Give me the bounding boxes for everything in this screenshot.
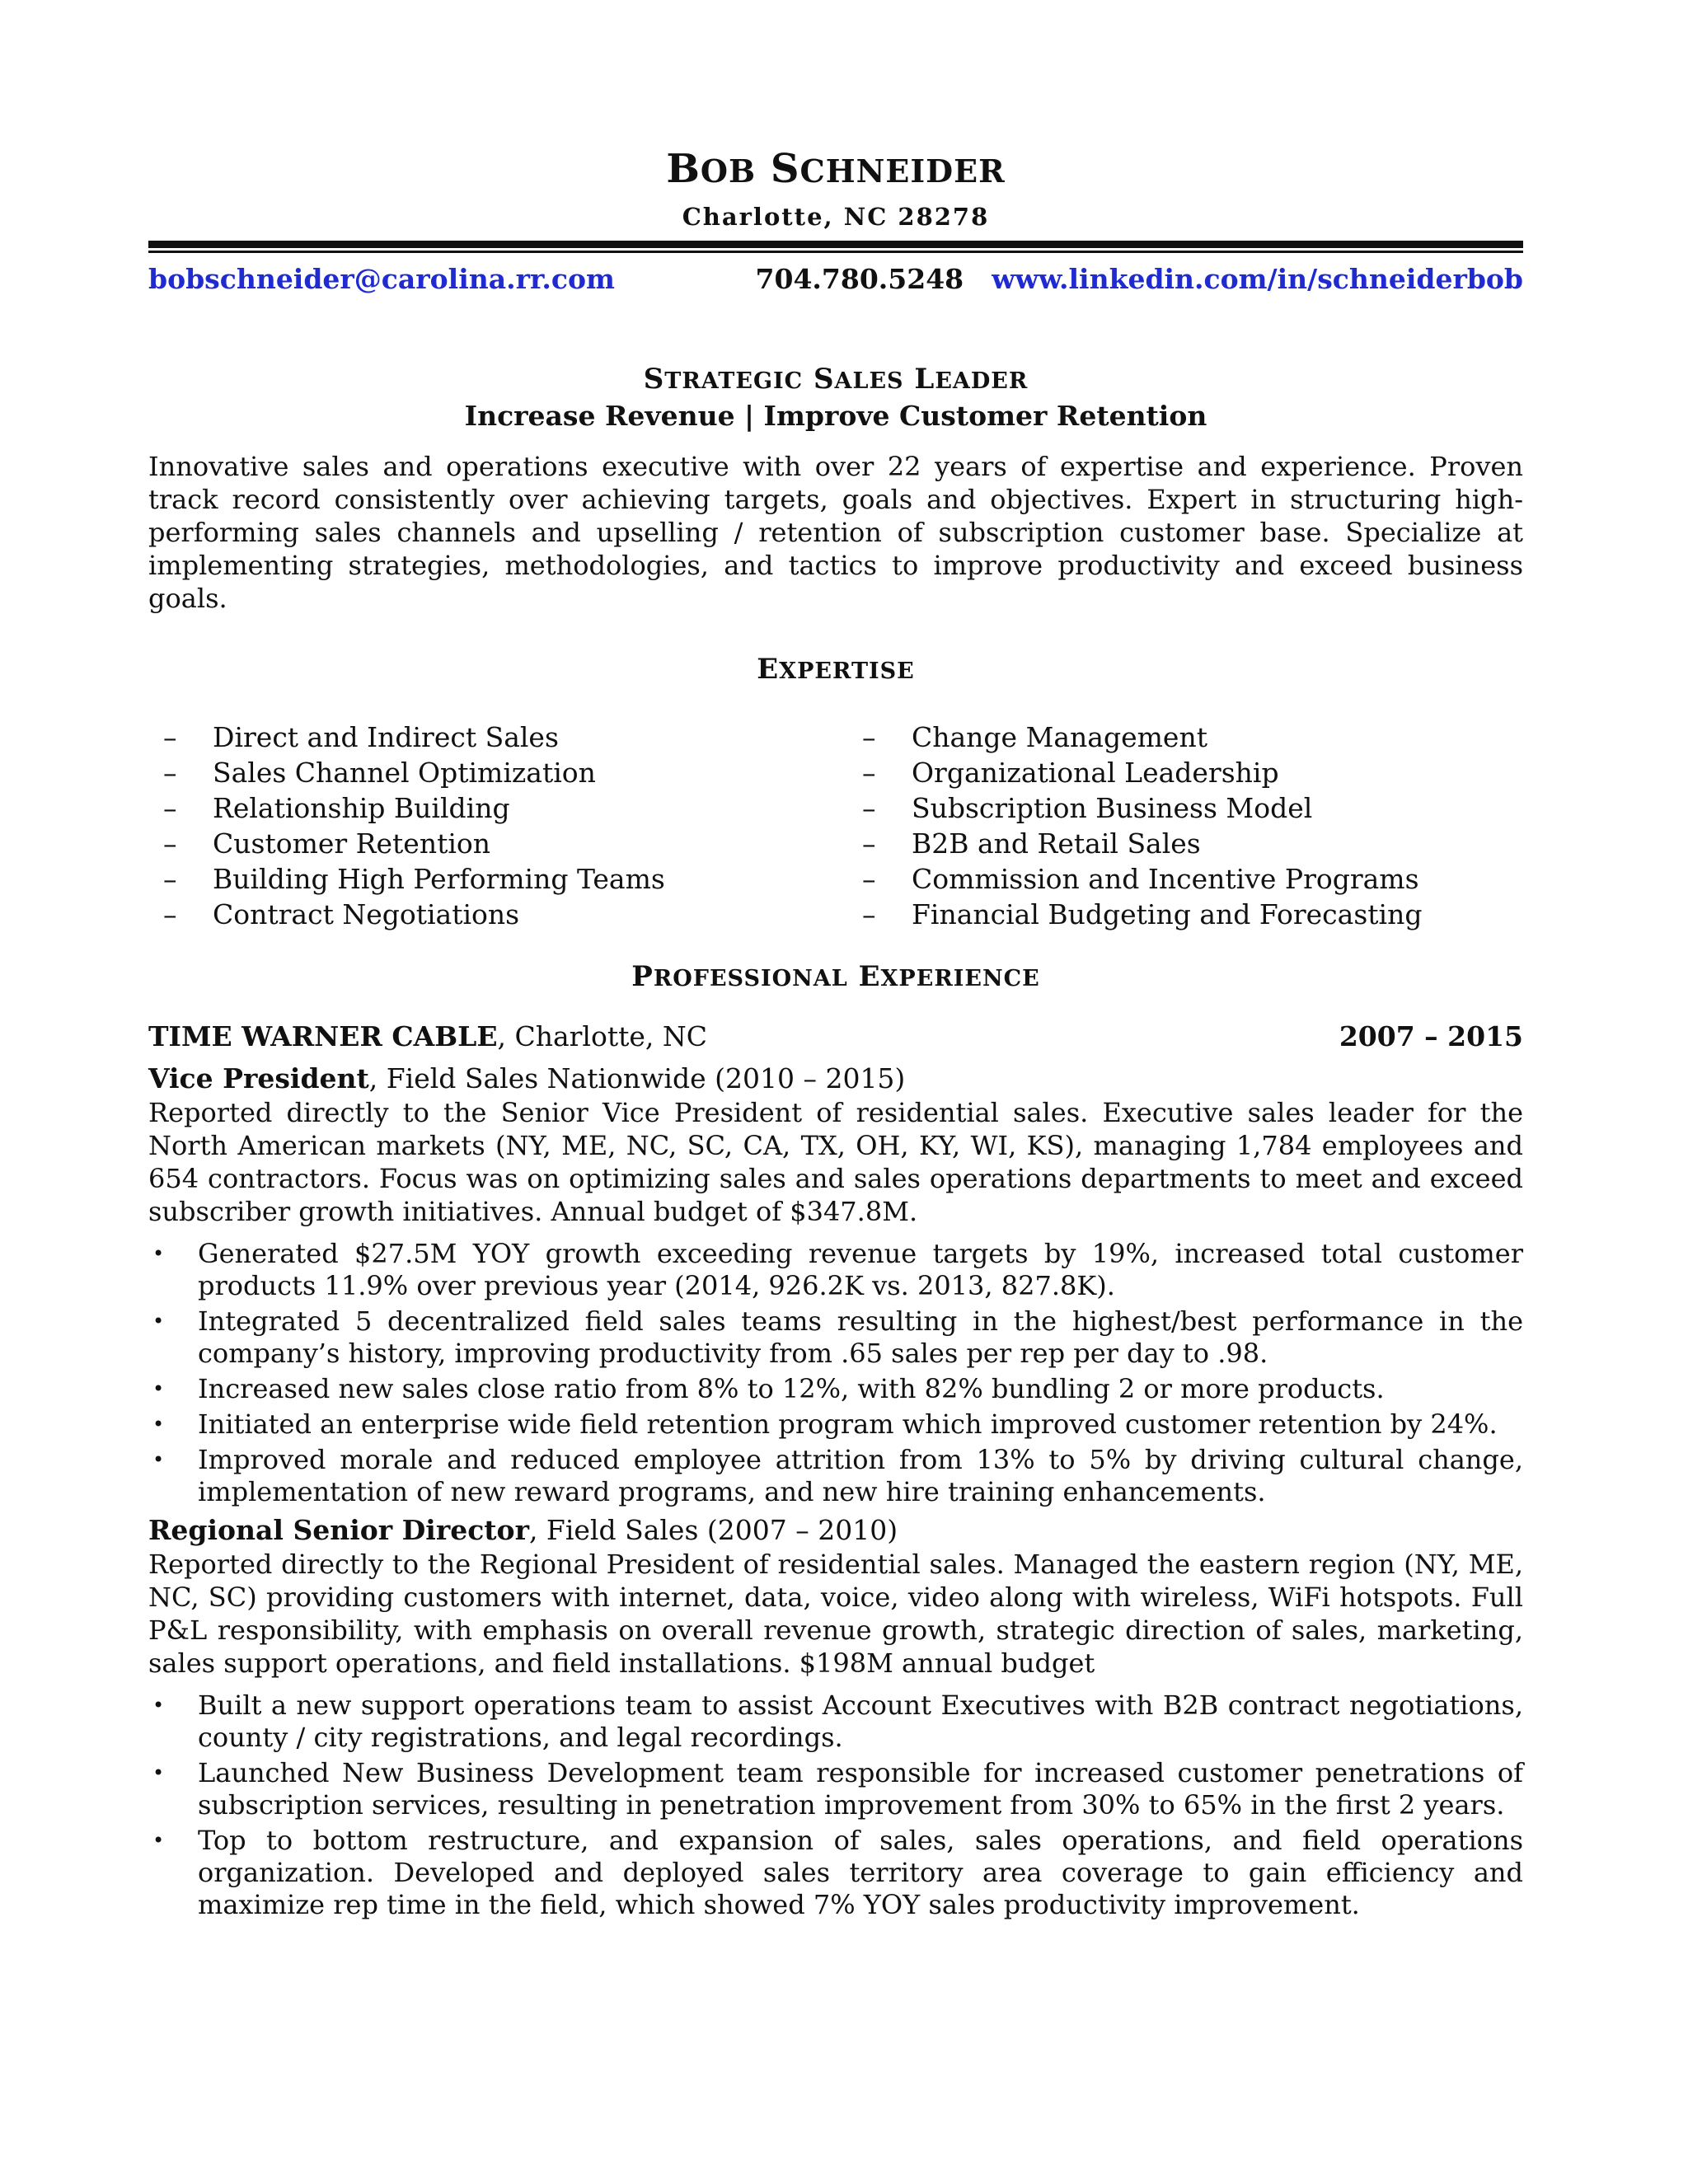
role-heading: [148, 1062, 1523, 1096]
expertise-column-right: [847, 719, 1507, 932]
company-name: TIME WARNER CABLE: [148, 1020, 498, 1052]
role-heading: [148, 1513, 1523, 1548]
bullet-icon: •: [152, 1694, 165, 1717]
expertise-item: – Contract Negotiations: [163, 898, 520, 930]
address: Charlotte, NC 28278: [682, 203, 990, 231]
expertise-item: – B2B and Retail Sales: [862, 827, 1201, 860]
role-title: Regional Senior Director: [148, 1514, 529, 1546]
expertise-item: – Direct and Indirect Sales: [163, 721, 559, 753]
dash-icon: –: [862, 863, 876, 895]
dash-icon: –: [163, 863, 177, 895]
expertise-item: – Building High Performing Teams: [163, 863, 665, 895]
header-divider-thick: [148, 241, 1523, 248]
dash-icon: –: [862, 827, 876, 860]
expertise-item: – Financial Budgeting and Forecasting: [862, 898, 1423, 930]
bullet-icon: •: [152, 1829, 165, 1852]
dash-icon: –: [163, 757, 177, 789]
achievement-item: • Increased new sales close ratio from 8% to 12%, with 82% bundling 2 or more products.: [152, 1373, 1385, 1404]
bullet-icon: •: [152, 1413, 165, 1436]
linkedin-link[interactable]: www.linkedin.com/in/schneiderbob: [992, 263, 1523, 295]
contact-line: [148, 261, 1523, 298]
company-location: , Charlotte, NC: [497, 1020, 708, 1052]
dash-icon: –: [862, 898, 876, 930]
dash-icon: –: [163, 792, 177, 824]
bullet-icon: •: [152, 1448, 165, 1471]
dash-icon: –: [862, 721, 876, 753]
professional-summary: Innovative sales and operations executive with over 22 years of expertise and experience. Proven track record consistently over achieving targets, goals and objectives. Expert in structuring high-performing sales channels and upselling / retention of subscription customer base. Specialize at implementing strategies, methodologies, and tactics to improve productivity and exceed business goals.: [148, 451, 1523, 614]
achievement-item: • Integrated 5 decentralized field sales teams resulting in the highest/best performance in the company’s history, improving productivity from .65 sales per rep per day to .98.: [152, 1305, 1523, 1369]
company-dates: 2007 – 2015: [1339, 1020, 1523, 1052]
expertise-item: – Change Management: [862, 721, 1207, 753]
resume-page: [148, 144, 1523, 1924]
phone-number: 704.780.5248: [755, 263, 964, 295]
role-title: Vice President: [148, 1062, 369, 1094]
email-link[interactable]: bobschneider@carolina.rr.com: [148, 263, 615, 295]
bullet-icon: •: [152, 1377, 165, 1400]
dash-icon: –: [163, 721, 177, 753]
bullet-icon: •: [152, 1242, 165, 1265]
bullet-icon: •: [152, 1761, 165, 1784]
bullet-icon: •: [152, 1310, 165, 1333]
expertise-list: [148, 719, 1523, 932]
expertise-heading: EXPERTISE: [757, 653, 915, 686]
achievement-list: [148, 1238, 1523, 1508]
expertise-item: – Commission and Incentive Programs: [862, 863, 1419, 895]
achievement-item: • Built a new support operations team to assist Account Executives with B2B contract negotiations, county / city registrations, and legal recordings.: [152, 1690, 1523, 1753]
achievement-item: • Generated $27.5M YOY growth exceeding revenue targets by 19%, increased total customer products 11.9% over previous year (2014, 926.2K vs. 2013, 827.8K).: [152, 1238, 1523, 1301]
role-summary: Reported directly to the Regional President of residential sales. Managed the eastern region (NY, ME, NC, SC) providing customers with internet, data, voice, video along with wireless, WiFi hotspots. Full P&L responsibility, with emphasis on overall revenue growth, strategic direction of sales, marketing, sales support operations, and field installations. $198M annual budget: [148, 1549, 1523, 1679]
company-info: [148, 1019, 707, 1055]
achievement-item: • Initiated an enterprise wide field retention program which improved customer retention by 24%.: [152, 1408, 1498, 1440]
achievement-item: • Top to bottom restructure, and expansion of sales, sales operations, and field operations organization. Developed and deployed sales territory area coverage to gain efficiency and maximize rep time in the field, which showed 7% YOY sales productivity improvement.: [152, 1825, 1523, 1920]
expertise-item: – Relationship Building: [163, 792, 510, 824]
expertise-item: – Subscription Business Model: [862, 792, 1313, 824]
expertise-item: – Organizational Leadership: [862, 757, 1279, 789]
dash-icon: –: [163, 827, 177, 860]
experience-heading: PROFESSIONAL EXPERIENCE: [631, 960, 1040, 993]
contact-right-group: [649, 261, 1523, 298]
dash-icon: –: [163, 898, 177, 930]
achievement-list: [148, 1690, 1523, 1921]
role-detail: , Field Sales (2007 – 2010): [528, 1514, 898, 1546]
headline-tagline: Increase Revenue | Improve Customer Retention: [464, 400, 1207, 432]
candidate-name: BOB SCHNEIDER: [666, 146, 1006, 192]
achievement-item: • Improved morale and reduced employee attrition from 13% to 5% by driving cultural change, implementation of new reward programs, and new hire training enhancements.: [152, 1444, 1523, 1507]
company-row: [148, 1019, 1523, 1055]
expertise-item: – Sales Channel Optimization: [163, 757, 596, 789]
dash-icon: –: [862, 757, 876, 789]
header-divider-thin: [148, 251, 1523, 253]
headline-title: STRATEGIC SALES LEADER: [643, 363, 1029, 396]
role-detail: , Field Sales Nationwide (2010 – 2015): [368, 1062, 906, 1094]
expertise-column-left: [148, 719, 847, 932]
achievement-item: • Launched New Business Development team responsible for increased customer penetrations of subscription services, resulting in penetration improvement from 30% to 65% in the first 2 years.: [152, 1757, 1523, 1821]
expertise-item: – Customer Retention: [163, 827, 491, 860]
role-summary: Reported directly to the Senior Vice President of residential sales. Executive sales leader for the North American markets (NY, ME, NC, SC, CA, TX, OH, KY, WI, KS), managing 1,784 employees and 654 contractors. Focus was on optimizing sales and sales operations departments to meet and exceed subscriber growth initiatives. Annual budget of $347.8M.: [148, 1097, 1523, 1227]
dash-icon: –: [862, 792, 876, 824]
